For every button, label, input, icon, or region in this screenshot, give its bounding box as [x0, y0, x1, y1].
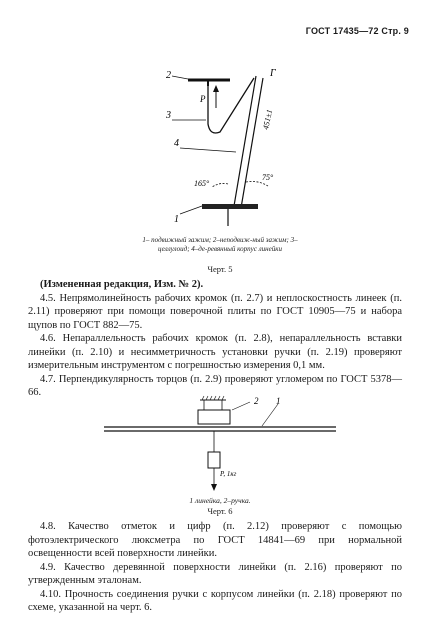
label-4: 4 — [174, 138, 179, 149]
label-1: 1 — [174, 214, 179, 225]
paragraph-4-10: 4.10. Прочность соединения ручки с корпусом линейки (п. 2.18) проверяют по схеме, указанной на черт. 6. — [28, 588, 402, 613]
figure-5-caption: 1– подвижный зажим; 2–неподвиж-ный зажим; 3–целлулоид; 4–де-ревянный корпус линейки — [142, 236, 298, 253]
label-75: 75° — [262, 173, 274, 182]
paragraph-4-7: 4.7. Перпендикулярность торцов (п. 2.9) проверяют угломером по ГОСТ 5378—66. — [28, 373, 402, 398]
label-3: 3 — [166, 110, 171, 121]
label-2: 2 — [166, 70, 171, 81]
label-6-P: P, 1кг — [220, 470, 237, 478]
figure-6-diagram — [100, 394, 340, 494]
celluloid-strip — [208, 78, 254, 133]
label-G: Г — [270, 68, 276, 79]
force-arrow-6 — [211, 484, 217, 491]
label-P: P — [200, 94, 206, 104]
paragraph-changed-edition: (Измененная редакция, Изм. № 2). — [40, 279, 204, 290]
text-block-2 — [28, 520, 402, 615]
label-dimension: 451±1 — [261, 108, 275, 131]
label-6-1: 1 — [276, 396, 281, 406]
paragraph-4-9: 4.9. Качество деревянной поверхности линейки (п. 2.16) проверяют по утвержденным эталонам. — [28, 561, 402, 586]
paragraph-4-8: 4.8. Качество отметок и цифр (п. 2.12) проверяют с помощью фотоэлектрического люксметра по ГОСТ 14841—69 при нормальной освещенности всей поверхности линейки. — [28, 521, 402, 559]
paragraph-4-6: 4.6. Непараллельность рабочих кромок (п. 2.8), непараллельность вставки линейки (п. 2.10) и несимметричность установки ручки (п. 2.19) проверяют измерительным инструментом с погрешностью измерения 0,1 мм. — [28, 333, 402, 371]
bottom-clamp — [202, 204, 258, 209]
weight — [208, 452, 220, 468]
figure-6-caption: 1 линейка, 2–ручка. — [189, 496, 251, 505]
handle-rect — [198, 410, 230, 424]
text-block-1 — [28, 278, 402, 400]
figure-5-diagram — [150, 66, 320, 234]
figure-6-title: Черт. 6 — [207, 506, 233, 516]
page-header: ГОСТ 17435—72 Стр. 9 — [305, 26, 409, 36]
label-165: 165° — [194, 179, 210, 188]
figure-5-title: Черт. 5 — [207, 264, 233, 274]
label-6-2: 2 — [254, 396, 259, 406]
paragraph-4-5: 4.5. Непрямолинейность рабочих кромок (п. 2.7) и неплоскостность линеек (п. 2.11) проверяют при помощи поверочной плиты по ГОСТ 10905—75 и набора щупов по ГОСТ 882—75. — [28, 292, 402, 331]
